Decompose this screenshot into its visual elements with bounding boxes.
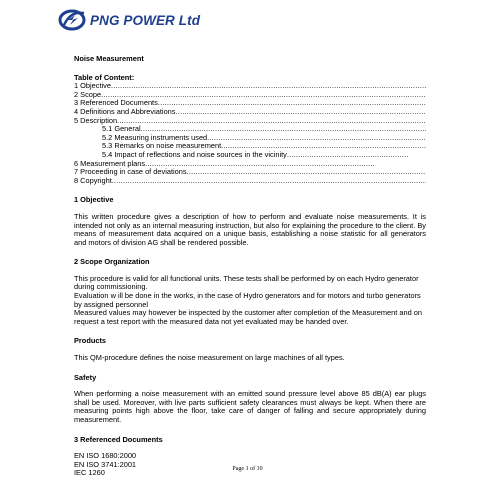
section-heading-safety: Safety xyxy=(74,372,97,382)
toc-item[interactable]: 5.1 General ..... xyxy=(74,125,426,134)
products-paragraph: This QM-procedure defines the noise measurement on large machines of all types. xyxy=(74,353,345,363)
scope-line: Measured values may however be inspected by the customer after completion of the Measurement and on request a test report with the measured data not yet evaluated may be handed over. xyxy=(74,308,422,326)
toc-item[interactable]: 5.2 Measuring instruments used ..... xyxy=(74,134,426,143)
referenced-document-item: EN ISO 1680:2000 xyxy=(74,451,137,461)
document-title: Noise Measurement xyxy=(74,54,144,63)
toc-item[interactable]: 1 Objective ..... xyxy=(74,82,426,91)
section-heading-products: Products xyxy=(74,336,107,346)
toc-item[interactable]: 3 Referenced Documents ..... xyxy=(74,99,426,108)
referenced-document-item: EN ISO 3741:2001 xyxy=(74,459,137,469)
toc-item[interactable]: 5.4 Impact of reflections and noise sources in the vicinity ..... xyxy=(74,151,409,160)
toc-item[interactable]: 6 Measurement plans ..... xyxy=(74,160,374,169)
toc-item[interactable]: 7 Proceeding in case of deviations ..... xyxy=(74,168,426,177)
company-name: PNG POWER Ltd xyxy=(90,12,201,28)
toc-item[interactable]: 2 Scope ..... xyxy=(74,91,426,100)
table-of-contents xyxy=(74,82,426,185)
referenced-document-item: IEC 1260 xyxy=(74,468,105,478)
toc-item[interactable]: 8 Copyright ..... xyxy=(74,177,426,186)
toc-item[interactable]: 4 Definitions and Abbreviations ..... xyxy=(74,108,426,117)
section-heading-objective: 1 Objective xyxy=(74,195,114,205)
scope-line: This procedure is valid for all functional units. These tests shall be performed by on each Hydro generator during commissioning. xyxy=(74,273,419,292)
power-swoosh-icon xyxy=(58,8,88,32)
section-heading-referenced-documents: 3 Referenced Documents xyxy=(74,434,163,444)
toc-item[interactable]: 5.3 Remarks on noise measurement ..... xyxy=(74,142,426,151)
objective-paragraph: This written procedure gives a description of how to perform and evaluate noise measurements. It is intended not only as an internal measuring instruction, but also for explaining the procedure to the client. By means of measurement data acquired on a unique basis, establishing a noise statistic for all generators and motors of division AG shall be rendered possible. xyxy=(74,211,426,247)
safety-paragraph: When performing a noise measurement with an emitted sound pressure level above 85 dB(A) ear plugs shall be used. Moreover, with live parts sufficient safety clearances must always be kept. When there are measuring points high above the floor, take care of danger of falling and secure appropriately during measurement. xyxy=(74,389,426,424)
section-heading-scope: 2 Scope Organization xyxy=(74,257,150,267)
document-body xyxy=(74,55,426,478)
scope-line: Evaluation w ill be done in the works, in the case of Hydro generators and for motors and turbo generators by assigned personnel xyxy=(74,291,421,309)
toc-title: Table of Content: xyxy=(74,72,135,82)
company-logo xyxy=(58,8,200,32)
toc-item[interactable]: 5 Description ..... xyxy=(74,117,426,126)
page-number: Page 1 of 10 xyxy=(232,466,263,472)
